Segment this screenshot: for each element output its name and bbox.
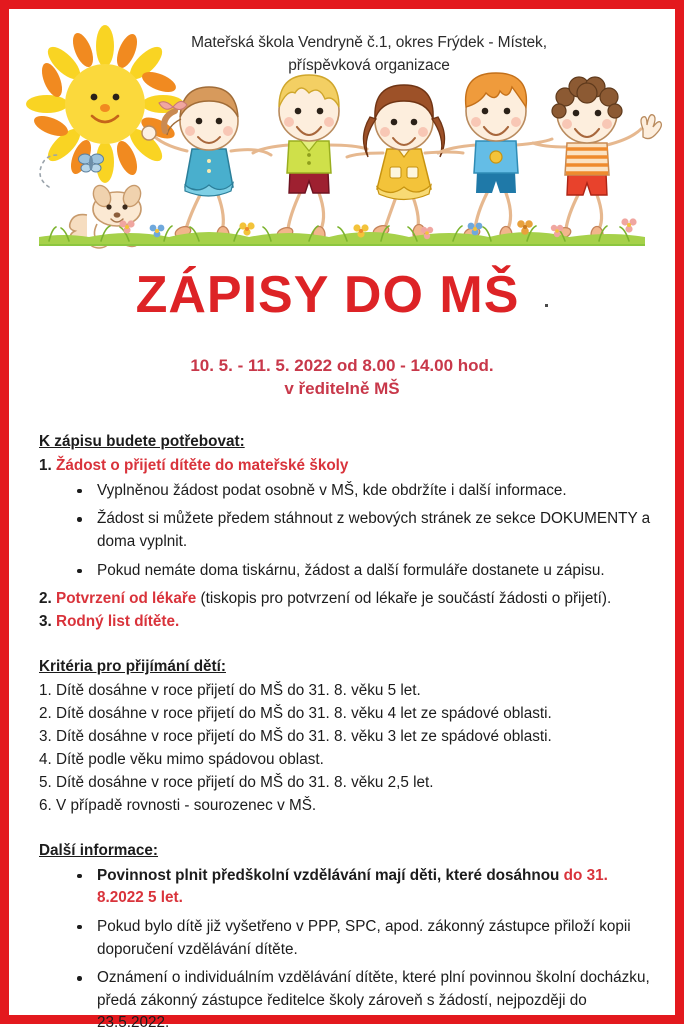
bullet-text: Oznámení o individuálním vzdělávání dítěte, které plní povinnou školní docházku, předá zákonný zástupce ředitelce školy zároveň s žádostí, nejpozději do 23.5.2022. xyxy=(97,969,650,1032)
criteria-item: 3. Dítě dosáhne v roce přijetí do MŠ do 31. 8. věku 3 let ze spádové oblasti. xyxy=(39,727,552,745)
enrollment-place: v ředitelně MŠ xyxy=(284,378,400,398)
more-info-bullets xyxy=(39,865,653,1035)
header-illustration-banner xyxy=(9,9,675,249)
list-item xyxy=(39,480,653,503)
criteria-title: Kritéria pro přijímání dětí: xyxy=(39,658,226,676)
bullet-text: Pokud bylo dítě již vyšetřeno v PPP, SPC, apod. zákonný zástupce přiloží kopii doporučení vzdělávání dítěte. xyxy=(97,917,631,958)
list-item xyxy=(39,916,653,961)
requirement-2-note: (tiskopis pro potvrzení od lékaře je součástí žádosti o přijetí). xyxy=(196,590,612,608)
criteria-item: 5. Dítě dosáhne v roce přijetí do MŠ do 31. 8. věku 2,5 let. xyxy=(39,773,434,791)
enrollment-datetime xyxy=(9,355,675,401)
requirement-3-number: 3. xyxy=(39,613,52,631)
more-info-title: Další informace: xyxy=(39,841,159,859)
list-item xyxy=(39,967,653,1035)
criteria-item: 4. Dítě podle věku mimo spádovou oblast. xyxy=(39,750,324,768)
child-boy-curly xyxy=(533,77,661,244)
requirement-1-number: 1. xyxy=(39,456,52,474)
bullet-text: Vyplněnou žádost podat osobně v MŠ, kde obdržíte i další informace. xyxy=(97,481,567,499)
school-name xyxy=(169,31,569,78)
requirement-2-number: 2. xyxy=(39,590,52,608)
open-hand-icon xyxy=(641,115,661,139)
requirement-1-label: Žádost o přijetí dítěte do mateřské školy xyxy=(56,456,349,474)
bullet-text-red: do 31. 8.2022 5 let. xyxy=(97,866,608,907)
criteria-item: 6. V případě rovnosti - sourozenec v MŠ. xyxy=(39,796,317,814)
list-item xyxy=(39,508,653,553)
list-item xyxy=(39,560,653,583)
criteria-item: 1. Dítě dosáhne v roce přijetí do MŠ do 31. 8. věku 5 let. xyxy=(39,682,421,700)
requirement-2-label: Potvrzení od lékaře xyxy=(56,590,197,608)
criteria-list xyxy=(39,680,653,818)
list-item xyxy=(39,865,653,910)
section-criteria xyxy=(39,656,653,818)
bullet-text-black: Povinnost plnit předškolní vzdělávání mají děti, které dosáhnou xyxy=(97,866,564,884)
headline-block xyxy=(9,266,675,324)
enrollment-dates: 10. 5. - 11. 5. 2022 od 8.00 - 14.00 hod. xyxy=(190,356,494,375)
school-name-line-1: Mateřská škola Vendryně č.1, okres Frýdek - Místek, xyxy=(191,34,547,51)
requirement-item-3 xyxy=(39,611,653,634)
child-boy-ginger xyxy=(438,73,552,244)
poster-content xyxy=(9,431,675,1035)
requirement-3-label: Rodný list dítěte. xyxy=(56,613,180,631)
child-girl-auburn xyxy=(347,85,463,242)
decorative-dot xyxy=(545,304,548,307)
section-more-info xyxy=(39,840,653,1035)
grass-strip xyxy=(39,218,645,245)
criteria-item: 2. Dítě dosáhne v roce přijetí do MŠ do 31. 8. věku 4 let ze spádové oblasti. xyxy=(39,705,552,722)
bullet-text: Žádost si můžete předem stáhnout z webových stránek ze sekce DOKUMENTY a doma vyplnit. xyxy=(97,510,651,550)
section-requirements xyxy=(39,431,653,634)
requirements-title: K zápisu budete potřebovat: xyxy=(39,432,245,450)
school-name-line-2: příspěvková organizace xyxy=(288,57,450,75)
bullet-text: Pokud nemáte doma tiskárnu, žádost a další formuláře dostanete u zápisu. xyxy=(97,561,605,579)
requirement-1-bullets xyxy=(39,480,653,583)
page-title: ZÁPISY DO MŠ xyxy=(135,266,520,324)
child-boy-blond xyxy=(253,75,367,244)
requirement-item-1 xyxy=(39,455,653,478)
requirement-item-2 xyxy=(39,588,653,611)
